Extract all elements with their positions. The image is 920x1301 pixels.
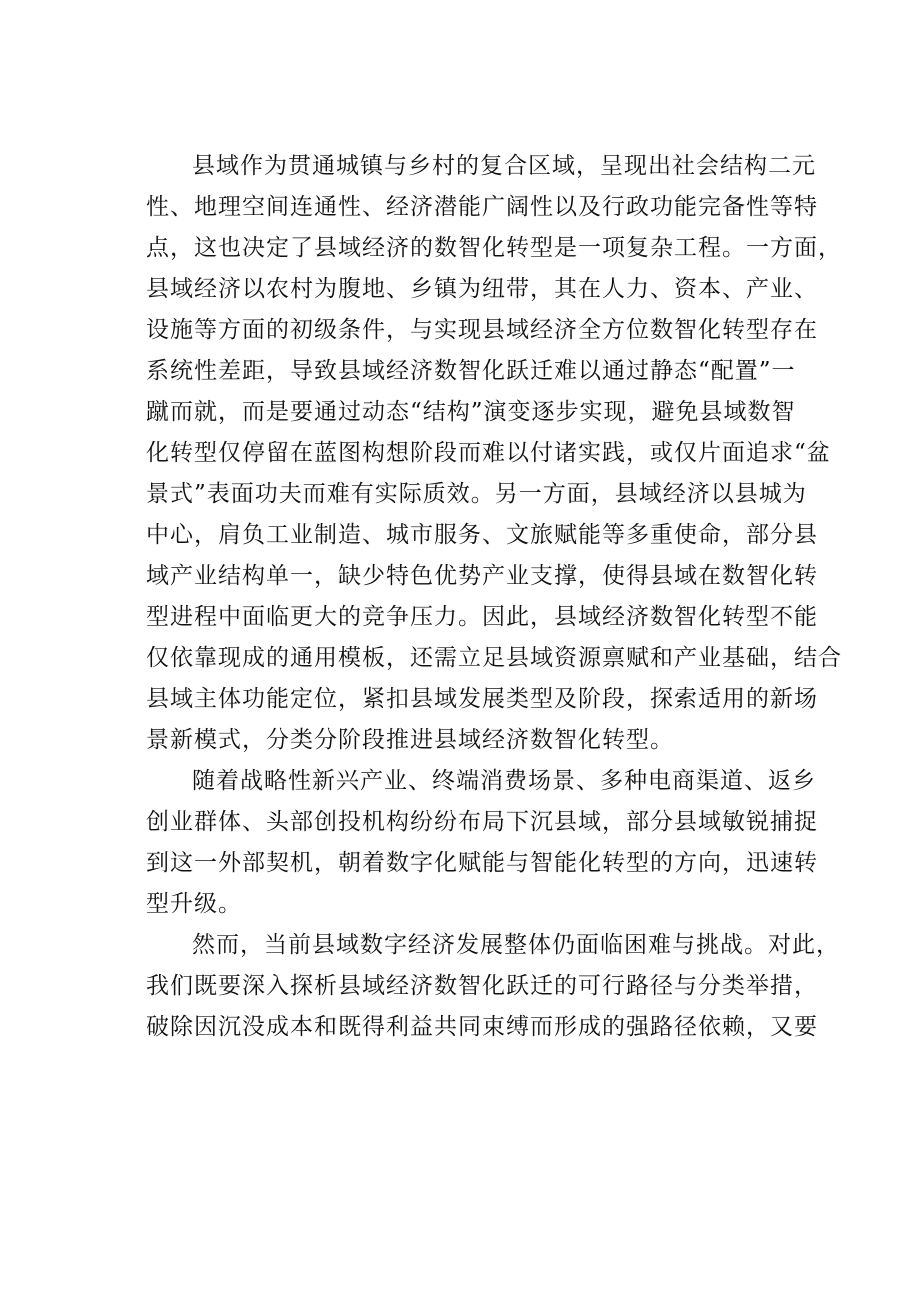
text-line: 系统性差距，导致县域经济数智化跃迁难以通过静态“配置”一	[146, 358, 796, 384]
text-line: 设施等方面的初级条件，与实现县域经济全方位数智化转型存在	[146, 317, 818, 343]
document-body	[146, 146, 842, 1048]
text-line: 县域主体功能定位，紧扣县域发展类型及阶段，探索适用的新场	[146, 686, 818, 712]
text-line: 性、地理空间连通性、经济潜能广阔性以及行政功能完备性等特	[146, 194, 818, 220]
text-line: 型升级。	[146, 891, 242, 917]
text-line: 景式”表面功夫而难有实际质效。另一方面，县域经济以县城为	[146, 481, 807, 507]
text-line: 型进程中面临更大的竞争压力。因此，县域经济数智化转型不能	[146, 604, 818, 630]
paragraph-2	[146, 761, 818, 925]
text-line: 创业群体、头部创投机构纷纷布局下沉县域，部分县域敏锐捕捉	[146, 809, 818, 835]
text-line: 县域作为贯通城镇与乡村的复合区域，呈现出社会结构二元	[192, 153, 816, 179]
text-line: 中心，肩负工业制造、城市服务、文旅赋能等多重使命，部分县	[146, 522, 818, 548]
text-line: 化转型仅停留在蓝图构想阶段而难以付诸实践，或仅片面追求“盆	[146, 440, 831, 466]
text-line: 景新模式，分类分阶段推进县域经济数智化转型。	[146, 727, 674, 753]
text-line: 随着战略性新兴产业、终端消费场景、多种电商渠道、返乡	[192, 768, 816, 794]
text-line: 域产业结构单一，缺少特色优势产业支撑，使得县域在数智化转	[146, 563, 818, 589]
text-line: 县域经济以农村为腹地、乡镇为纽带，其在人力、资本、产业、	[146, 276, 818, 302]
text-line: 破除因沉没成本和既得利益共同束缚而形成的强路径依赖，又要	[146, 1014, 818, 1040]
paragraph-3	[146, 925, 840, 1048]
text-line: 然而，当前县域数字经济发展整体仍面临困难与挑战。对此，	[192, 932, 840, 958]
text-line: 我们既要深入探析县域经济数智化跃迁的可行路径与分类举措，	[146, 973, 818, 999]
text-line: 仅依靠现成的通用模板，还需立足县域资源禀赋和产业基础，结合	[146, 645, 842, 671]
paragraph-1	[146, 146, 842, 761]
text-line: 点，这也决定了县域经济的数智化转型是一项复杂工程。一方面，	[146, 235, 842, 261]
text-line: 到这一外部契机，朝着数字化赋能与智能化转型的方向，迅速转	[146, 850, 818, 876]
text-line: 蹴而就，而是要通过动态“结构”演变逐步实现，避免县域数智	[146, 399, 796, 425]
